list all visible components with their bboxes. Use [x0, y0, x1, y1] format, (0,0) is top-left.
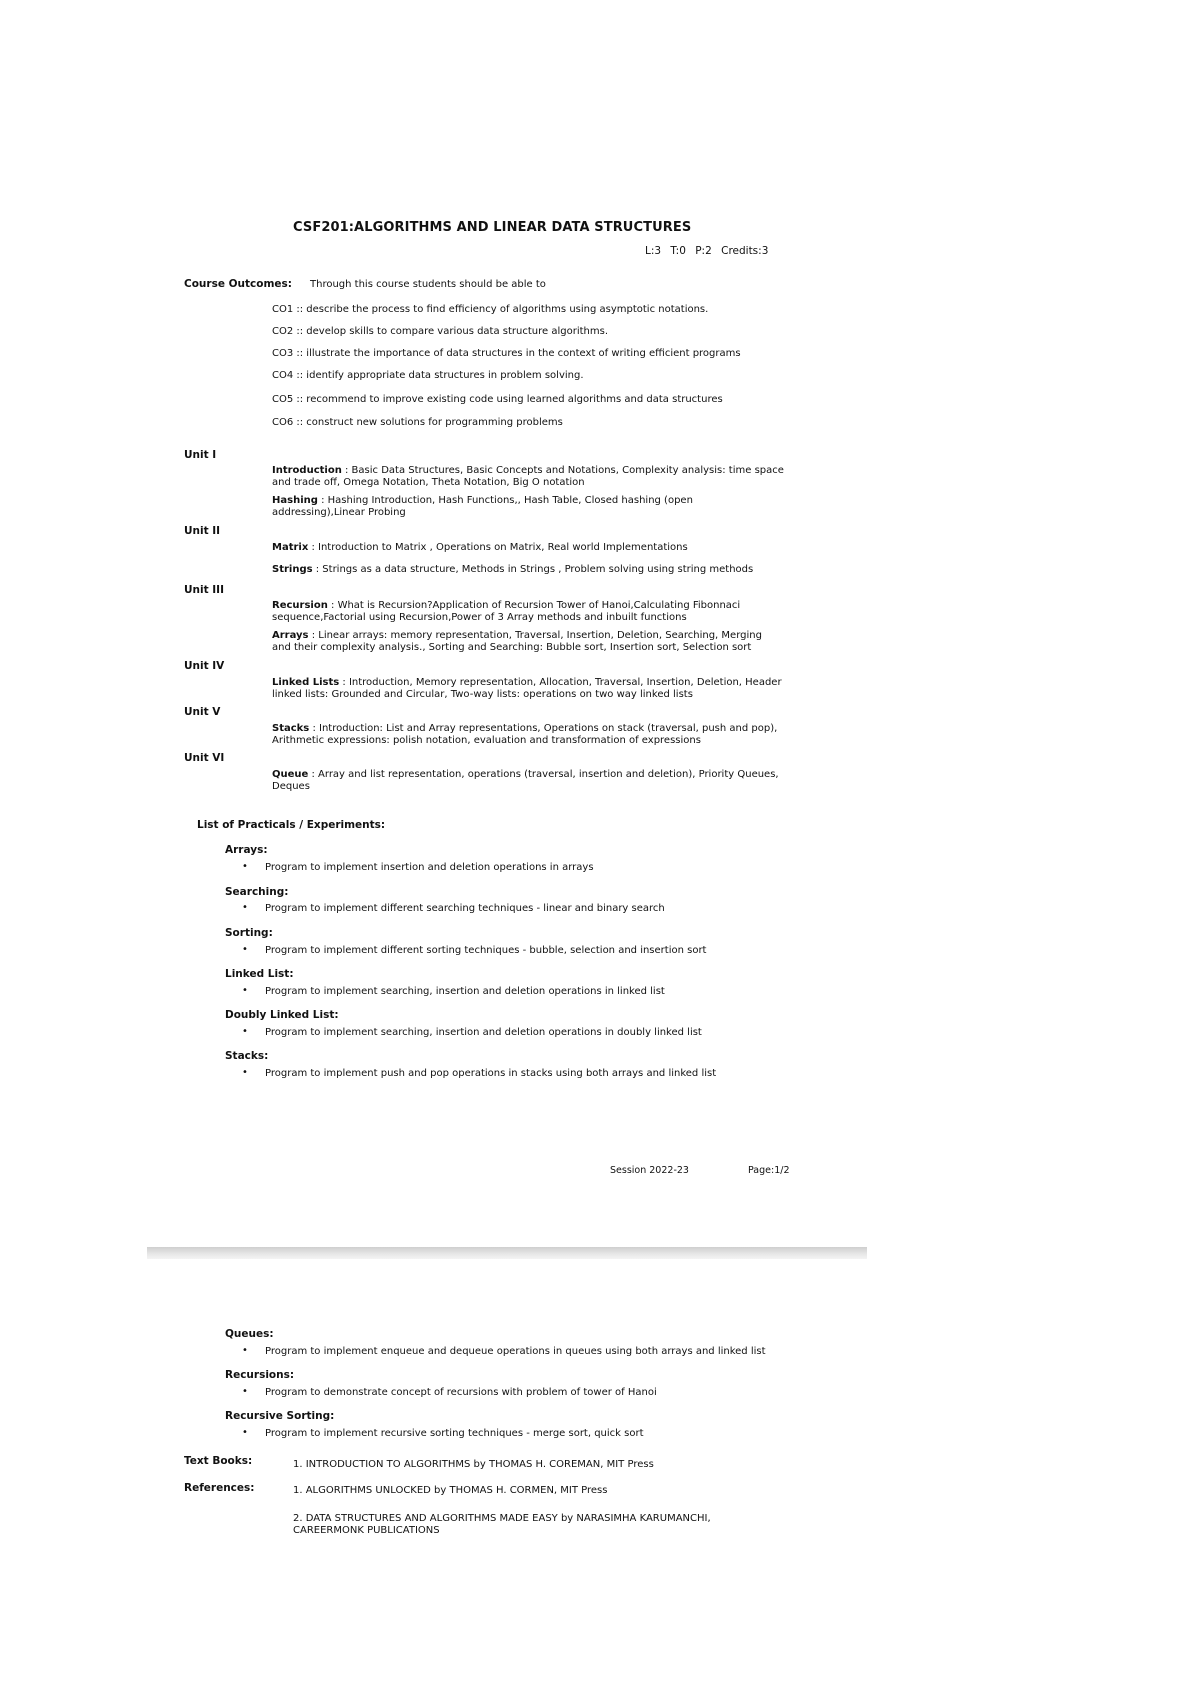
- topic-line: addressing),Linear Probing: [272, 507, 406, 518]
- practical-heading: Recursive Sorting:: [225, 1410, 335, 1422]
- reference-item: 1. ALGORITHMS UNLOCKED by THOMAS H. CORMEN, MIT Press: [293, 1485, 608, 1496]
- practical-item: Program to implement recursive sorting techniques - merge sort, quick sort: [265, 1428, 644, 1439]
- bullet-icon: •: [242, 1345, 248, 1356]
- topic-line: : Hashing Introduction, Hash Functions,, Hash Table, Closed hashing (open: [317, 495, 693, 506]
- topic-line: : Array and list representation, operations (traversal, insertion and deletion), Priority Queues,: [308, 769, 779, 780]
- topic-heading: Queue: [272, 769, 309, 780]
- practical-heading: Arrays:: [225, 844, 268, 856]
- unit-topic: [272, 495, 832, 519]
- topic-line: : What is Recursion?Application of Recursion Tower of Hanoi,Calculating Fibonnaci: [327, 600, 741, 611]
- topic-line: Deques: [272, 781, 310, 792]
- topic-heading: Arrays: [272, 630, 309, 641]
- bullet-icon: •: [242, 944, 248, 955]
- topic-line: : Strings as a data structure, Methods in Strings , Problem solving using string methods: [312, 564, 754, 575]
- course-outcome: CO3 :: illustrate the importance of data structures in the context of writing efficient programs: [272, 348, 741, 359]
- unit-topic: [272, 600, 832, 624]
- course-outcomes-intro: Through this course students should be able to: [310, 279, 546, 290]
- practicals-label: List of Practicals / Experiments:: [197, 819, 386, 831]
- session-text: Session 2022-23: [610, 1165, 689, 1176]
- course-outcomes-label: Course Outcomes:: [184, 278, 292, 290]
- practical-item: Program to implement searching, insertion and deletion operations in doubly linked list: [265, 1027, 702, 1038]
- unit-label: Unit VI: [184, 752, 225, 764]
- bullet-icon: •: [242, 1067, 248, 1078]
- practical-heading: Sorting:: [225, 927, 273, 939]
- practical-heading: Linked List:: [225, 968, 294, 980]
- practical-item: Program to implement insertion and deletion operations in arrays: [265, 862, 594, 873]
- practical-item: Program to implement enqueue and dequeue operations in queues using both arrays and linked list: [265, 1346, 766, 1357]
- topic-line: Arithmetic expressions: polish notation, evaluation and transformation of expressions: [272, 735, 701, 746]
- topic-line: : Introduction, Memory representation, Allocation, Traversal, Insertion, Deletion, Header: [339, 677, 782, 688]
- practical-item: Program to implement different searching techniques - linear and binary search: [265, 903, 665, 914]
- practical-item: Program to demonstrate concept of recursions with problem of tower of Hanoi: [265, 1387, 657, 1398]
- topic-heading: Matrix: [272, 542, 309, 553]
- text-books-label: Text Books:: [184, 1455, 253, 1467]
- topic-heading: Linked Lists: [272, 677, 340, 688]
- unit-label: Unit II: [184, 525, 221, 537]
- unit-label: Unit III: [184, 584, 224, 596]
- course-outcome: CO2 :: develop skills to compare various data structure algorithms.: [272, 326, 608, 337]
- practical-heading: Searching:: [225, 886, 289, 898]
- bullet-icon: •: [242, 861, 248, 872]
- topic-heading: Hashing: [272, 495, 318, 506]
- practical-item: Program to implement push and pop operations in stacks using both arrays and linked list: [265, 1068, 717, 1079]
- unit-label: Unit I: [184, 449, 217, 461]
- page-number: Page:1/2: [748, 1165, 790, 1176]
- topic-heading: Recursion: [272, 600, 328, 611]
- unit-label: Unit V: [184, 706, 221, 718]
- course-outcome: CO4 :: identify appropriate data structures in problem solving.: [272, 370, 584, 381]
- references-label: References:: [184, 1482, 255, 1494]
- unit-topic: [272, 769, 832, 793]
- unit-topic: [272, 564, 832, 576]
- bullet-icon: •: [242, 985, 248, 996]
- bullet-icon: •: [242, 1026, 248, 1037]
- bullet-icon: •: [242, 1427, 248, 1438]
- unit-topic: [272, 723, 832, 747]
- unit-label: Unit IV: [184, 660, 225, 672]
- bullet-icon: •: [242, 902, 248, 913]
- practical-heading: Queues:: [225, 1328, 274, 1340]
- course-outcome: CO5 :: recommend to improve existing code using learned algorithms and data structures: [272, 394, 723, 405]
- topic-line: : Basic Data Structures, Basic Concepts and Notations, Complexity analysis: time space: [341, 465, 784, 476]
- topic-line: : Introduction: List and Array representations, Operations on stack (traversal, push and pop),: [309, 723, 778, 734]
- topic-line: sequence,Factorial using Recursion,Power of 3 Array methods and inbuilt functions: [272, 612, 687, 623]
- unit-topic: [272, 465, 832, 489]
- bullet-icon: •: [242, 1386, 248, 1397]
- course-title: CSF201:ALGORITHMS AND LINEAR DATA STRUCTURES: [293, 220, 692, 235]
- topic-heading: Stacks: [272, 723, 310, 734]
- practical-heading: Recursions:: [225, 1369, 295, 1381]
- practical-heading: Stacks:: [225, 1050, 269, 1062]
- unit-topic: [272, 630, 832, 654]
- reference-item: 2. DATA STRUCTURES AND ALGORITHMS MADE EASY by NARASIMHA KARUMANCHI,: [293, 1513, 711, 1524]
- practical-item: Program to implement searching, insertion and deletion operations in linked list: [265, 986, 665, 997]
- course-outcome: CO1 :: describe the process to find efficiency of algorithms using asymptotic notations.: [272, 304, 709, 315]
- topic-heading: Introduction: [272, 465, 342, 476]
- page-divider: [147, 1247, 867, 1259]
- ltp-credits: L:3 T:0 P:2 Credits:3: [645, 245, 769, 257]
- topic-line: and trade off, Omega Notation, Theta Notation, Big O notation: [272, 477, 585, 488]
- topic-line: and their complexity analysis., Sorting and Searching: Bubble sort, Insertion sort, Selection sort: [272, 642, 752, 653]
- topic-heading: Strings: [272, 564, 313, 575]
- practical-item: Program to implement different sorting techniques - bubble, selection and insertion sort: [265, 945, 707, 956]
- course-outcome: CO6 :: construct new solutions for programming problems: [272, 417, 563, 428]
- text-book-item: 1. INTRODUCTION TO ALGORITHMS by THOMAS H. COREMAN, MIT Press: [293, 1459, 654, 1470]
- topic-line: : Introduction to Matrix , Operations on Matrix, Real world Implementations: [308, 542, 688, 553]
- topic-line: linked lists: Grounded and Circular, Two-way lists: operations on two way linked lists: [272, 689, 693, 700]
- unit-topic: [272, 677, 832, 701]
- topic-line: : Linear arrays: memory representation, Traversal, Insertion, Deletion, Searching, Merging: [308, 630, 762, 641]
- practical-heading: Doubly Linked List:: [225, 1009, 339, 1021]
- reference-item: CAREERMONK PUBLICATIONS: [293, 1525, 440, 1536]
- unit-topic: [272, 542, 832, 554]
